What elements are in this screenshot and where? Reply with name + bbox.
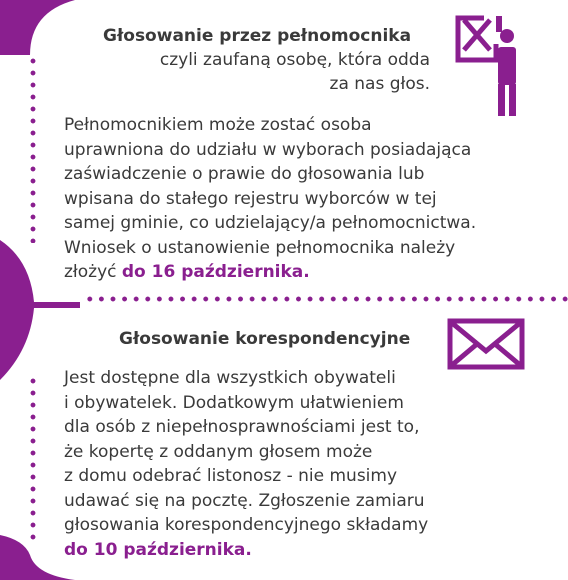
dotted-line-left-top bbox=[30, 55, 36, 243]
body-line: zaświadczenie o prawie do głosowania lub bbox=[64, 164, 425, 184]
body-line: uprawniona do udziału w wyborach posiadająca bbox=[64, 139, 472, 160]
dotted-divider bbox=[84, 296, 568, 302]
section2-title: Głosowanie korespondencyjne bbox=[119, 329, 411, 349]
top-left-corner-decoration bbox=[0, 0, 80, 60]
body-line: z domu odebrać listonosz - nie musimy bbox=[64, 466, 398, 486]
section1-title: Głosowanie przez pełnomocnika bbox=[103, 26, 412, 46]
section2-body bbox=[64, 366, 428, 562]
body-line: samej gminie, co udzielający/a pełnomocnictwa. bbox=[64, 213, 477, 233]
deadline-highlight: do 10 października. bbox=[64, 539, 252, 560]
body-line: i obywatelek. Dodatkowym ułatwieniem bbox=[64, 392, 404, 413]
body-line-last bbox=[64, 260, 476, 285]
body-line: Wniosek o ustanowienie pełnomocnika należy bbox=[64, 237, 456, 258]
body-line: wpisana do stałego rejestru wyborców w tej bbox=[64, 188, 437, 209]
dotted-line-left-bottom bbox=[30, 375, 36, 540]
body-line: udawać się na pocztę. Zgłoszenie zamiaru bbox=[64, 490, 425, 511]
deadline-highlight: do 16 października. bbox=[121, 262, 310, 282]
body-line: że kopertę z oddanym głosem może bbox=[64, 441, 373, 462]
section1-subtitle-line1: czyli zaufaną osobę, która odda bbox=[159, 50, 430, 70]
deadline-prefix: złożyć bbox=[64, 262, 122, 282]
voter-person-icon bbox=[454, 14, 524, 118]
section1-body bbox=[64, 113, 476, 285]
body-line: Jest dostępne dla wszystkich obywateli bbox=[64, 368, 396, 388]
body-line: głosowania korespondencyjnego składamy bbox=[64, 515, 429, 535]
body-line: dla osób z niepełnosprawnościami jest to, bbox=[64, 417, 420, 437]
envelope-icon bbox=[447, 318, 525, 370]
body-line: Pełnomocnikiem może zostać osoba bbox=[64, 115, 372, 135]
section1-subtitle-line2: za nas głos. bbox=[329, 74, 430, 94]
